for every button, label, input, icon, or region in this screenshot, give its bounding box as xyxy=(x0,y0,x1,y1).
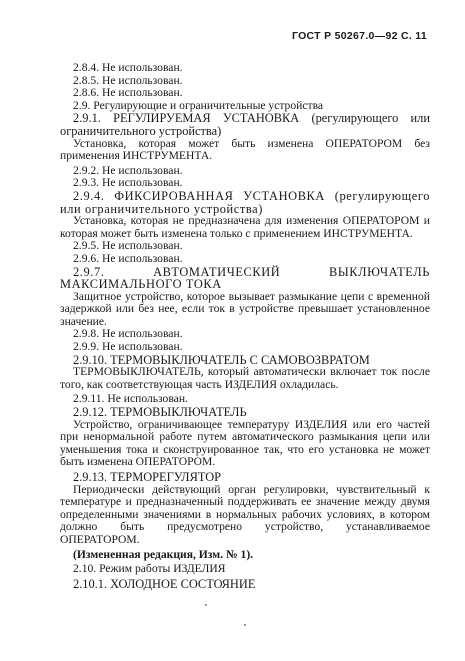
paragraph-2-9-8: 2.9.8. Не использован. xyxy=(73,327,183,341)
term-2-9-10: 2.9.10. ТЕРМОВЫКЛЮЧАТЕЛЬ С САМОВОЗВРАТОМ xyxy=(73,352,370,367)
page-header: ГОСТ Р 50267.0—92 С. 11 xyxy=(291,30,427,42)
section-2-9-title: 2.9. Регулирующие и ограничительные устройства xyxy=(73,98,324,112)
paragraph-2-9-5: 2.9.5. Не использован. xyxy=(73,239,183,253)
document-body xyxy=(60,62,430,590)
definition-2-9-7: Защитное устройство, которое вызывает размыкание цепи с временной задержкой или без нее, если ток в устройстве превышает установленное значение. xyxy=(60,289,430,328)
term-2-9-13: 2.9.13. ТЕРМОРЕГУЛЯТОР xyxy=(73,470,222,484)
paragraph-2-9-2: 2.9.2. Не использован. xyxy=(73,163,183,177)
term-2-10-1: 2.10.1. ХОЛОДНОЕ СОСТОЯНИЕ xyxy=(73,576,256,591)
paragraph-2-9-3: 2.9.3. Не использован. xyxy=(73,176,183,190)
paragraph-2-8-5: 2.8.5. Не использован. xyxy=(73,73,183,87)
definition-2-9-1: Установка, которая может быть изменена ОПЕРАТОРОМ без применения ИНСТРУМЕНТА. xyxy=(60,136,430,163)
amendment-note: (Измененная редакция, Изм. № 1). xyxy=(73,547,254,561)
term-2-9-12: 2.9.12. ТЕРМОВЫКЛЮЧАТЕЛЬ xyxy=(73,405,247,420)
definition-2-9-13: Периодически действующий орган регулировки, чувствительный к температуре и предназначенный поддерживать ее значение между двумя определенными значениями в нормальных рабочих условиях, в котором должно быть предусмотрено устройство, устанавливаемое ОПЕРАТОРОМ. xyxy=(60,482,430,546)
scan-speck xyxy=(205,604,207,606)
term-2-9-7: 2.9.7. АВТОМАТИЧЕСКИЙ ВЫКЛЮЧАТЕЛЬ МАКСИМАЛЬНОГО ТОКА xyxy=(60,264,430,292)
term-2-9-1: 2.9.1. РЕГУЛИРУЕМАЯ УСТАНОВКА (регулирующего или ограничительного устройства) xyxy=(60,111,430,138)
term-2-9-4: 2.9.4. ФИКСИРОВАННАЯ УСТАНОВКА (регулирующего или ограничительного устройства) xyxy=(60,188,430,216)
paragraph-2-9-9: 2.9.9. Не использован. xyxy=(73,340,183,354)
scan-speck xyxy=(244,624,246,626)
definition-2-9-4: Установка, которая не предназначена для изменения ОПЕРАТОРОМ и которая может быть изменена только с применением ИНСТРУМЕНТА. xyxy=(60,214,430,240)
paragraph-2-9-11: 2.9.11. Не использован. xyxy=(73,392,188,406)
paragraph-2-8-4: 2.8.4. Не использован. xyxy=(73,61,183,74)
definition-2-9-10: ТЕРМОВЫКЛЮЧАТЕЛЬ, который автоматически включает ток после того, как соответствующая часть ИЗДЕЛИЯ охладилась. xyxy=(60,365,430,391)
paragraph-2-9-6: 2.9.6. Не использован. xyxy=(73,251,183,265)
section-2-10-title: 2.10. Режим работы ИЗДЕЛИЯ xyxy=(73,562,226,576)
paragraph-2-8-6: 2.8.6. Не использован. xyxy=(73,86,183,100)
definition-2-9-12: Устройство, ограничивающее температуру ИЗДЕЛИЯ или его частей при ненормальной работе путем автоматического размыкания цепи или уменьшения тока и сконструированное так, что его установка не может быть изменена ОПЕРАТОРОМ. xyxy=(60,417,430,469)
